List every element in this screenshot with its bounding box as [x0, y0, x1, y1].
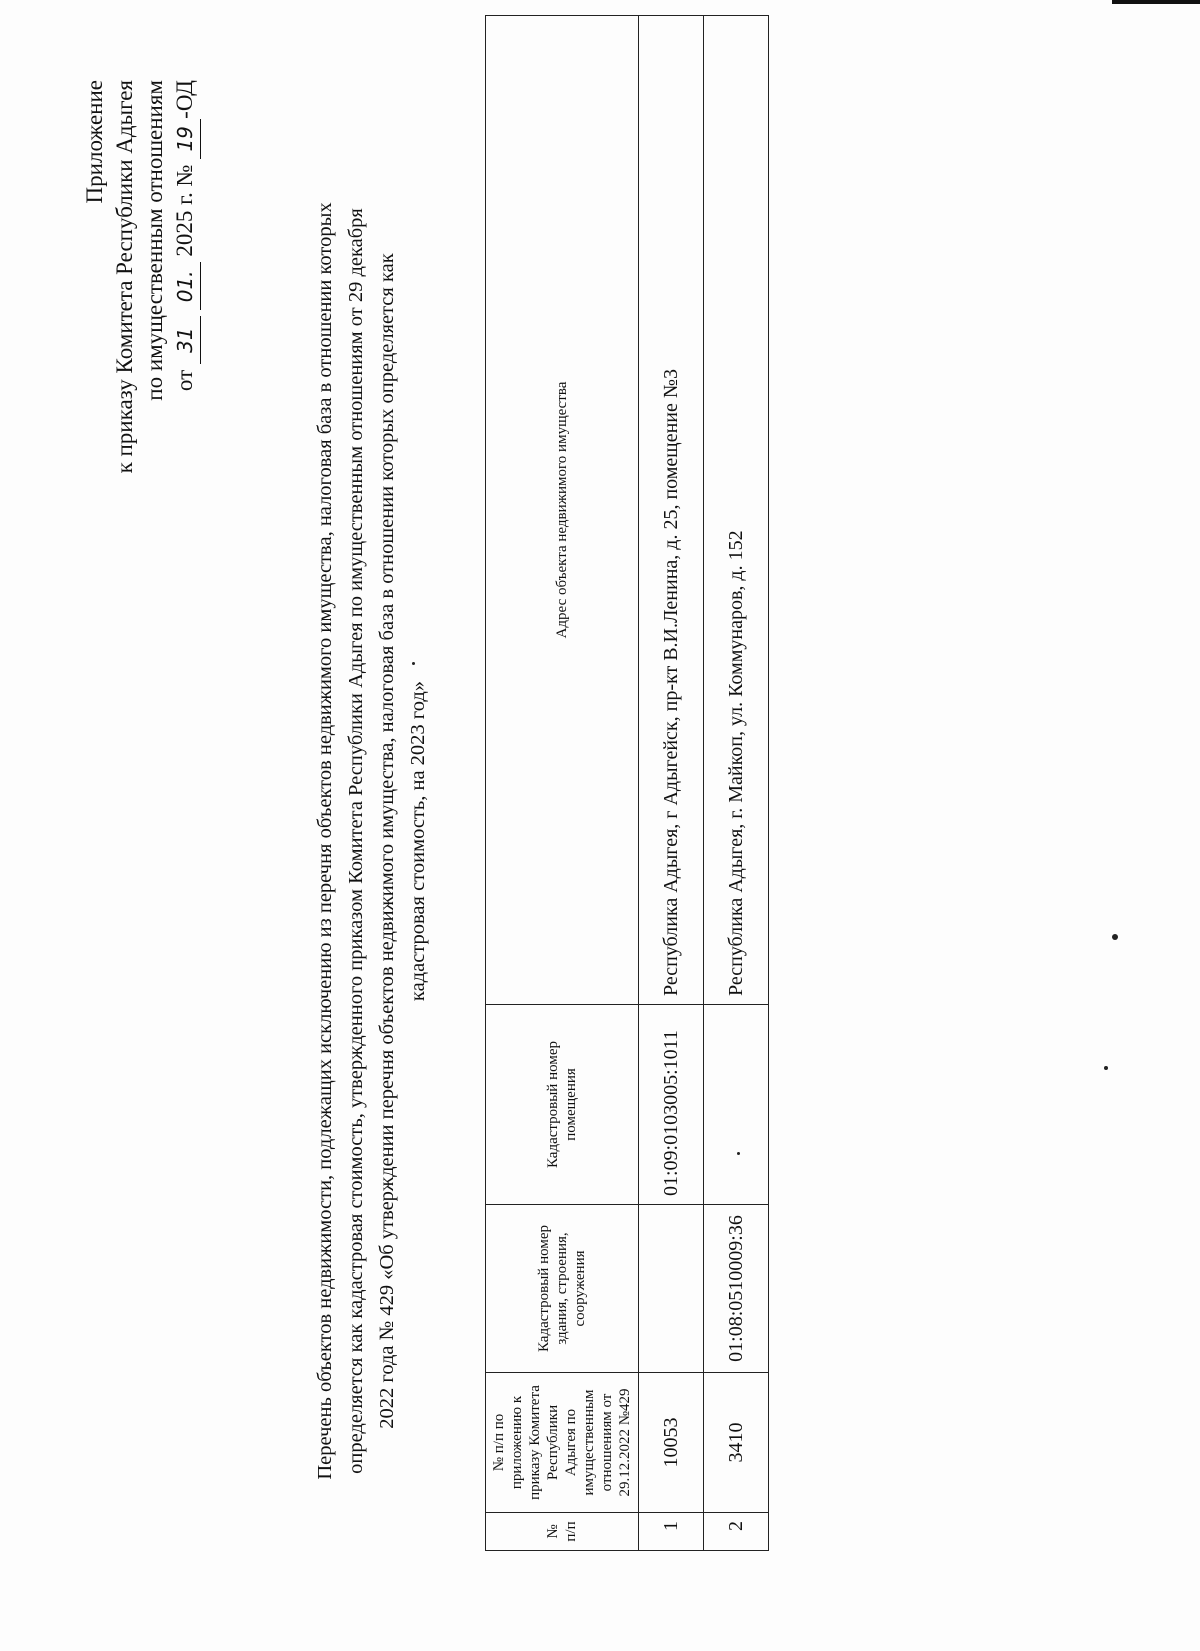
- document-heading: Перечень объектов недвижимости, подлежащих исключению из перечня объектов недвижимого имущества, налоговая база в отношении которых определяется как кадастровая стоимость, утвержденного приказом Комитета Республики Адыгея по имущественным отношениям от 29 декабря 2022 года № 429 «Об утверждении перечня объектов недвижимого имущества, налоговая база в отношении которых определяется как кадастровая стоимость, на 2023 год»: [314, 202, 429, 1480]
- order-number: 19: [170, 119, 201, 159]
- header-num: № п/п: [486, 1513, 639, 1551]
- property-table: [485, 15, 769, 1551]
- appendix-committee: по имущественным отношениям: [142, 80, 167, 401]
- order-suffix: -ОД: [172, 80, 197, 119]
- header-app-num: № п/п по приложению к приказу Комитета Республики Адыгея по имущественным отношениям от 29.12.2022 №429: [486, 1373, 639, 1513]
- cell-premises-cadastral: [704, 1005, 769, 1205]
- appendix-order-ref: к приказу Комитета Республики Адыгея: [112, 80, 137, 474]
- header-address: Адрес объекта недвижимого имущества: [486, 16, 639, 1005]
- header-premises-cadastral: Кадастровый номер помещения: [486, 1005, 639, 1205]
- cell-building-cadastral: 01:08:0510009:36: [704, 1205, 769, 1373]
- table-row: [639, 16, 704, 1551]
- date-month: 01.: [170, 262, 201, 310]
- cell-building-cadastral: [639, 1205, 704, 1373]
- header-building-cadastral: Кадастровый номер здания, строения, сооружения: [486, 1205, 639, 1373]
- date-day: 31: [170, 316, 201, 364]
- cell-app-num: 3410: [704, 1373, 769, 1513]
- cell-address: Республика Адыгея, г Адыгейск, пр-кт В.И.Ленина, д. 25, помещение №3: [639, 16, 704, 1005]
- cell-premises-cadastral: 01:09:0103005:1011: [639, 1005, 704, 1205]
- appendix-title: Приложение: [82, 80, 107, 204]
- date-prefix: от: [172, 369, 197, 392]
- date-year: 2025 г. №: [172, 164, 197, 257]
- cell-app-num: 10053: [639, 1373, 704, 1513]
- cell-num: 2: [704, 1513, 769, 1551]
- appendix-header: [80, 80, 201, 473]
- cell-num: 1: [639, 1513, 704, 1551]
- appendix-date-line: [170, 80, 201, 473]
- table-row: [704, 16, 769, 1551]
- table-header-row: [486, 16, 639, 1551]
- cell-address: Республика Адыгея, г. Майкоп, ул. Коммунаров, д. 152: [704, 16, 769, 1005]
